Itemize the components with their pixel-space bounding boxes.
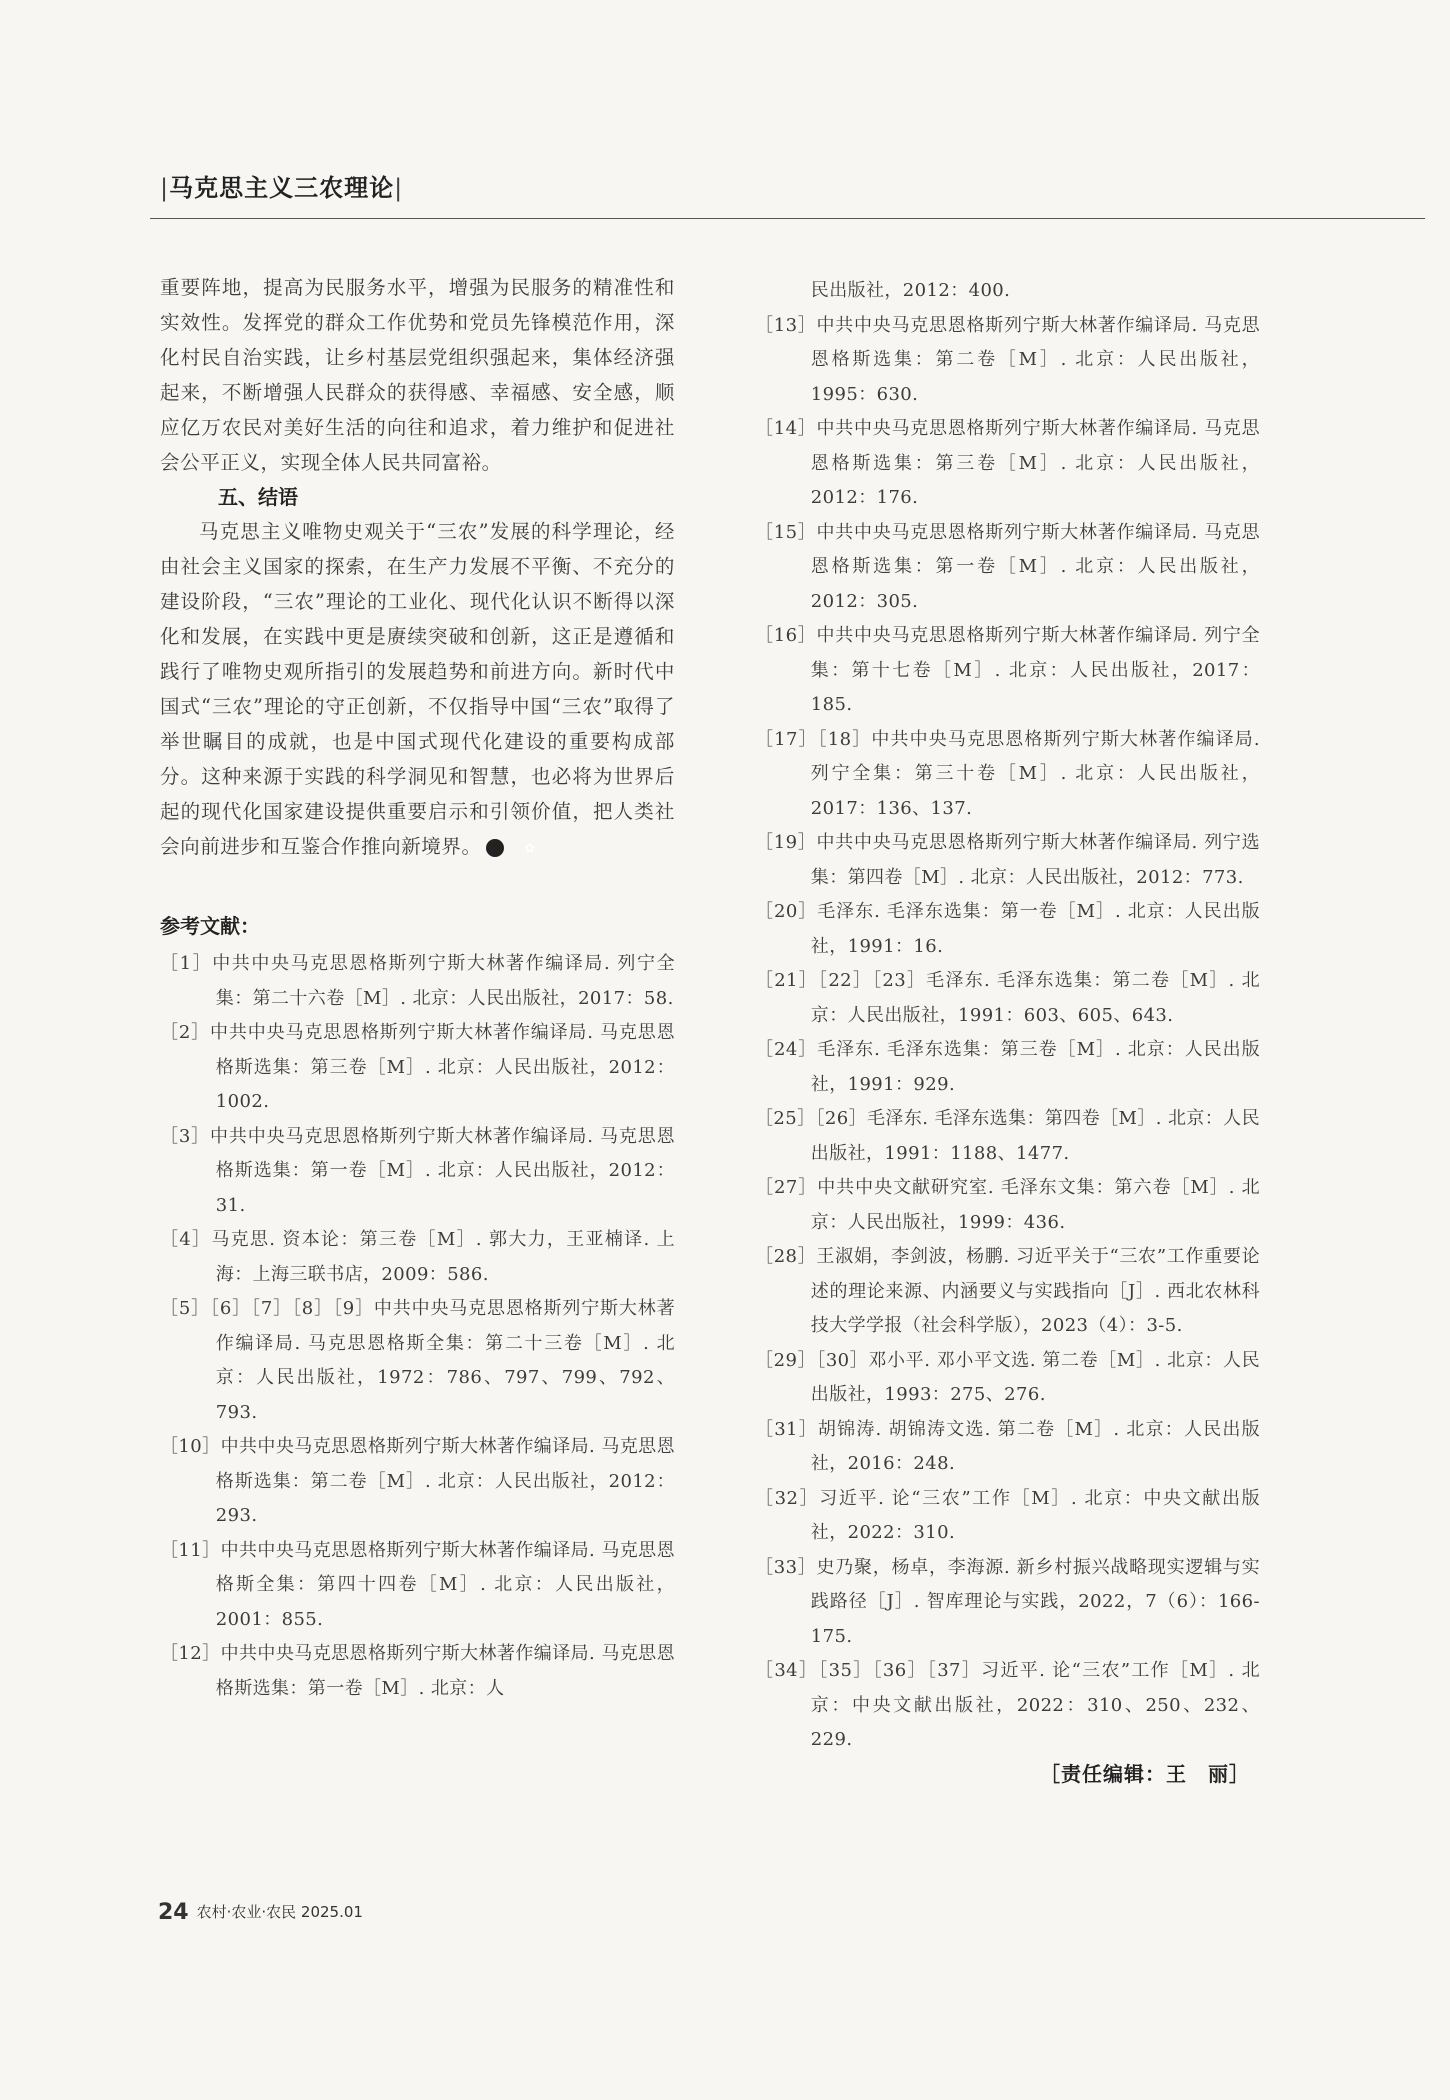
section-header-title: 马克思主义三农理论 — [169, 174, 395, 202]
header-divider — [150, 218, 1425, 219]
reference-item: ［19］中共中央马克思恩格斯列宁斯大林著作编译局. 列宁选集：第四卷［M］. 北京：人民出版社，2012：773. — [755, 832, 1260, 888]
end-of-article-icon: ✿ — [486, 839, 504, 857]
page-footer — [158, 1900, 363, 1925]
reference-item: ［24］毛泽东. 毛泽东选集：第三卷［M］. 北京：人民出版社，1991：929. — [755, 1039, 1260, 1095]
reference-item: ［17］［18］中共中央马克思恩格斯列宁斯大林著作编译局. 列宁全集：第三十卷［M］. 北京：人民出版社，2017：136、137. — [755, 728, 1260, 819]
reference-item: ［11］中共中央马克思恩格斯列宁斯大林著作编译局. 马克思恩格斯全集：第四十四卷［M］. 北京：人民出版社，2001：855. — [160, 1539, 675, 1630]
reference-item: ［25］［26］毛泽东. 毛泽东选集：第四卷［M］. 北京：人民出版社，1991：1188、1477. — [755, 1108, 1260, 1164]
reference-item: ［1］中共中央马克思恩格斯列宁斯大林著作编译局. 列宁全集：第二十六卷［M］. 北京：人民出版社，2017：58. — [160, 953, 675, 1009]
reference-item: ［2］中共中央马克思恩格斯列宁斯大林著作编译局. 马克思恩格斯选集：第三卷［M］. 北京：人民出版社，2012：1002. — [160, 1022, 675, 1112]
reference-item: ［28］王淑娟，李剑波，杨鹏. 习近平关于“三农”工作重要论述的理论来源、内涵要义与实践指向［J］. 西北农林科技大学学报（社会科学版），2023（4）：3-5. — [755, 1246, 1260, 1336]
page-number: 24 — [158, 1900, 189, 1925]
reference-item: ［12］中共中央马克思恩格斯列宁斯大林著作编译局. 马克思恩格斯选集：第一卷［M］. 北京：人 — [160, 1643, 675, 1699]
reference-item: ［34］［35］［36］［37］习近平. 论“三农”工作［M］. 北京：中央文献出版社，2022：310、250、232、229. — [755, 1660, 1260, 1750]
body-paragraph-2 — [160, 514, 675, 864]
reference-item: ［29］［30］邓小平. 邓小平文选. 第二卷［M］. 北京：人民出版社，1993：275、276. — [755, 1349, 1260, 1405]
reference-continuation: 民出版社，2012：400. — [810, 280, 1011, 301]
responsible-editor: ［责任编辑：王 丽］ — [1040, 1761, 1250, 1786]
reference-item: ［3］中共中央马克思恩格斯列宁斯大林著作编译局. 马克思恩格斯选集：第一卷［M］. 北京：人民出版社，2012：31. — [160, 1125, 675, 1216]
body-paragraph-1: 重要阵地，提高为民服务水平，增强为民服务的精准性和实效性。发挥党的群众工作优势和党员先锋模范作用，深化村民自治实践，让乡村基层党组织强起来，集体经济强起来，不断增强人民群众的获得感、幸福感、安全感，顺应亿万农民对美好生活的向往和追求，着力维护和促进社会公平正义，实现全体人民共同富裕。 — [160, 276, 675, 474]
left-column — [160, 270, 675, 1706]
reference-item: ［33］史乃聚，杨卓，李海源. 新乡村振兴战略现实逻辑与实践路径［J］. 智库理论与实践，2022，7（6）：166-175. — [755, 1556, 1260, 1647]
section-header: |马克思主义三农理论| — [160, 174, 404, 202]
references-title: 参考文献： — [160, 914, 260, 938]
reference-item: ［13］中共中央马克思恩格斯列宁斯大林著作编译局. 马克思恩格斯选集：第二卷［M］. 北京：人民出版社，1995：630. — [755, 314, 1260, 405]
reference-item: ［4］马克思. 资本论：第三卷［M］. 郭大力，王亚楠译. 上海：上海三联书店，2009：586. — [160, 1229, 675, 1285]
reference-item: ［5］［6］［7］［8］［9］中共中央马克思恩格斯列宁斯大林著作编译局. 马克思恩格斯全集：第二十三卷［M］. 北京：人民出版社，1972：786、797、799、792、793. — [160, 1298, 675, 1423]
section-title-conclusion: 五、结语 — [218, 485, 298, 509]
reference-item: ［14］中共中央马克思恩格斯列宁斯大林著作编译局. 马克思恩格斯选集：第三卷［M］. 北京：人民出版社，2012：176. — [755, 418, 1260, 508]
references-list-left — [160, 947, 675, 1706]
reference-item: ［21］［22］［23］毛泽东. 毛泽东选集：第二卷［M］. 北京：人民出版社，1991：603、605、643. — [755, 970, 1260, 1026]
reference-item: ［15］中共中央马克思恩格斯列宁斯大林著作编译局. 马克思恩格斯选集：第一卷［M］. 北京：人民出版社，2012：305. — [755, 521, 1260, 612]
reference-item: ［10］中共中央马克思恩格斯列宁斯大林著作编译局. 马克思恩格斯选集：第二卷［M］. 北京：人民出版社，2012：293. — [160, 1436, 675, 1526]
reference-item: ［32］习近平. 论“三农”工作［M］. 北京：中央文献出版社，2022：310. — [755, 1487, 1260, 1543]
right-column — [755, 274, 1260, 1787]
journal-issue: 农村·农业·农民 2025.01 — [196, 1903, 363, 1921]
reference-item: ［27］中共中央文献研究室. 毛泽东文集：第六卷［M］. 北京：人民出版社，1999：436. — [755, 1177, 1260, 1233]
body-paragraph-2-text: 马克思主义唯物史观关于“三农”发展的科学理论，经由社会主义国家的探索，在生产力发展不平衡、不充分的建设阶段，“三农”理论的工业化、现代化认识不断得以深化和发展，在实践中更是赓续突破和创新，这正是遵循和践行了唯物史观所指引的发展趋势和前进方向。新时代中国式“三农”理论的守正创新，不仅指导中国“三农”取得了举世瞩目的成就，也是中国式现代化建设的重要构成部分。这种来源于实践的科学洞见和智慧，也必将为世界后起的现代化国家建设提供重要启示和引领价值，把人类社会向前进步和互鉴合作推向新境界。 — [160, 520, 675, 858]
reference-item: ［16］中共中央马克思恩格斯列宁斯大林著作编译局. 列宁全集：第十七卷［M］. 北京：人民出版社，2017：185. — [755, 625, 1260, 715]
reference-item: ［31］胡锦涛. 胡锦涛文选. 第二卷［M］. 北京：人民出版社，2016：248. — [755, 1418, 1260, 1474]
reference-item: ［20］毛泽东. 毛泽东选集：第一卷［M］. 北京：人民出版社，1991：16. — [755, 901, 1260, 957]
